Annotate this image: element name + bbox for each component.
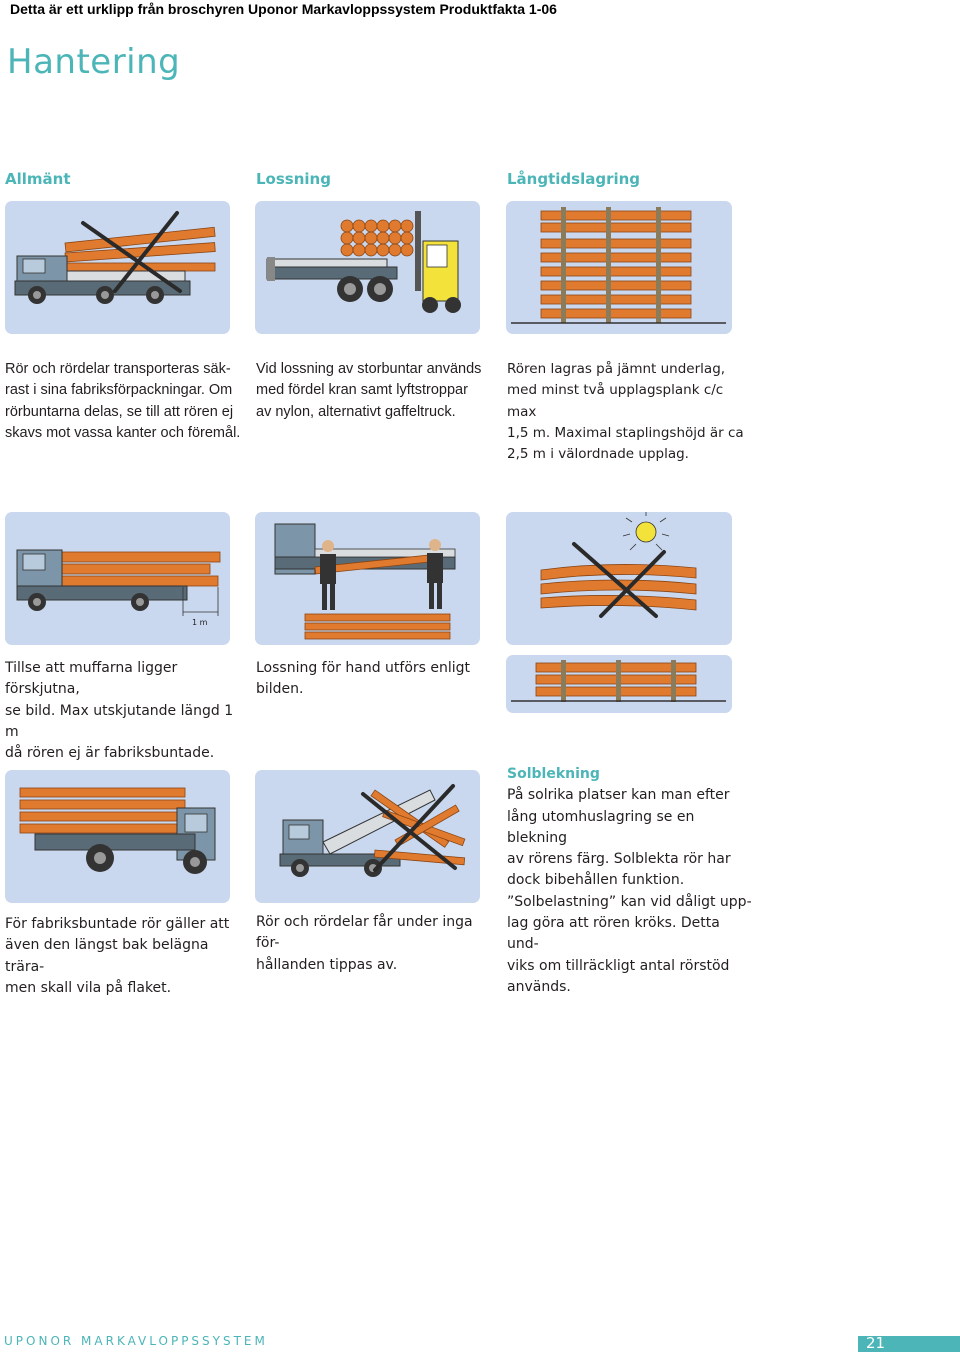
caption-r2c2: Lossning för hand utförs enligt bilden.: [256, 660, 471, 698]
column-heading-langtidslagring: Långtidslagring: [507, 170, 641, 188]
illustration-truck-factory-bundles: [5, 770, 230, 903]
illustration-pipe-stack-storage: [506, 201, 732, 334]
illustration-truck-transport-crossed: [5, 201, 230, 334]
pipe-icon: [20, 788, 185, 833]
footer-brand: UPONOR MARKAVLOPPSSYSTEM: [4, 1334, 268, 1348]
illustration-forklift-unloading: [255, 201, 480, 334]
excerpt-note: Detta är ett urklipp från broschyren Uponor Markavloppssystem Produktfakta 1-06: [10, 1, 557, 17]
forklift-icon: [415, 211, 461, 313]
illustration-truck-staggered-pipes: [5, 512, 230, 645]
caption-r1c1: Rör och rördelar transporteras säk- rast i sina fabriksförpackningar. Om rörbuntarna delas, se till att rören ej skavs mot vassa kanter och föremål.: [5, 361, 241, 441]
illustration-sun-exposure-crossed: [506, 512, 732, 645]
caption-r3c2: Rör och rördelar får under inga för- hållanden tippas av.: [256, 914, 473, 973]
solblekning-heading: Solblekning: [507, 766, 600, 782]
illustration-supported-pipes: [506, 655, 732, 713]
page-number: 21: [866, 1334, 886, 1352]
column-heading-allmant: Allmänt: [5, 170, 71, 188]
dimension-marker: [183, 587, 218, 616]
caption-r2c1: Tillse att muffarna ligger förskjutna, se bild. Max utskjutande längd 1 m då rören ej är fabriksbuntade.: [5, 660, 234, 762]
pipe-icon: [541, 564, 696, 610]
illustration-tipping-crossed: [255, 770, 480, 903]
illustration-manual-unloading: [255, 512, 480, 645]
pipe-icon: [60, 552, 220, 586]
sun-icon: [623, 512, 669, 550]
page-title: Hantering: [7, 42, 181, 82]
pipe-icon: [341, 220, 413, 256]
column-heading-lossning: Lossning: [256, 170, 331, 188]
dimension-label: 1 m: [192, 618, 208, 627]
caption-r3c1: För fabriksbuntade rör gäller att även den längst bak belägna trära- men skall vila på flaket.: [5, 916, 230, 996]
solblekning-body: På solrika platser kan man efter lång utomhuslagring se en blekning av rörens färg. Solblekta rör har dock bibehållen funktion. ”Solbelastning” kan vid dåligt upp- lag göra att rören kröks. Detta und- viks om tillräckligt antal rörstöd används.: [507, 787, 752, 995]
truck-icon: [267, 257, 397, 302]
solblekning-section: [507, 764, 752, 998]
caption-r1c2: Vid lossning av storbuntar används med fördel kran samt lyftstroppar av nylon, alternativt gaffeltruck.: [256, 361, 482, 420]
caption-r1c3: Rören lagras på jämnt underlag, med minst två upplagsplank c/c max 1,5 m. Maximal staplingshöjd är ca 2,5 m i välordnade upplag.: [507, 361, 744, 463]
